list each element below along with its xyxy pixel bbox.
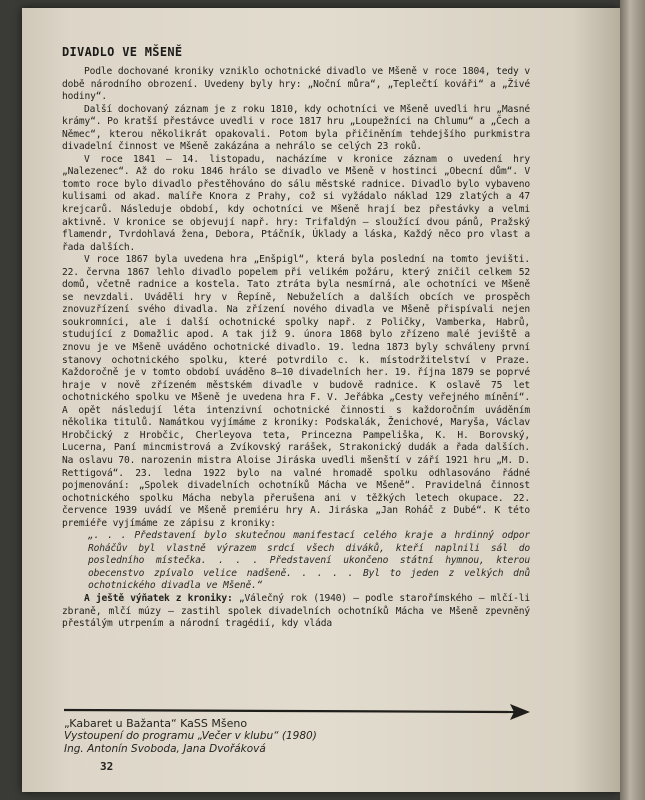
paragraph-4: V roce 1867 byla uvedena hra „Enšpigl“, která byla poslední na tomto jevišti. 22. června 1867 lehlo divadlo popelem při velikém požáru, který zničil celkem 52 domů, včetně radnice a kostela. Tato ztráta byla nesmírná, ale ochotníci ve Mšeně se nevzdali. Uváděli hry v Řepíně, Nebuželích a dalších obcích ve prospěch znovuzřízení svého divadla. Na zřízení nového divadla ve Mšeně přispívali nejen soukromníci, ale i další ochotnické spolky např. z Poličky, Vamberka, Habrů, studující z Domažlic apod. A tak již 9. února 1868 bylo zřízeno malé jeviště a znovu je ve Mšeně uváděno ochotnické divadlo. 19. ledna 1873 byly schváleny první stanovy ochotnického spolku, které potvrdilo c. k. místodržitelství v Praze. Každoročně je v tomto období uváděno 8—10 divadelních her. 19. října 1879 se poprvé hraje v nově zřízeném městském divadle v budově radnice. K oslavě 75 let ochotnického spolku ve Mšeně je uvedena hra F. V. Jeřábka „Cesty veřejného mínění“. A opět následují léta intenzivní ochotnické činnosti s každoročním uváděním několika titulů. Namátkou vyjímáme z kroniky: Podskalák, Ženichové, Maryša, Václav Hrobčický z Hrobčic, Cherleyova teta, Princezna Pampeliška, K. H. Borovský, Lucerna, Paní mincmistrová a Zvíkovský rarášek, Strakonický dudák a řada dalších. Na oslavu 70. narozenin mistra Aloise Jiráska uvedli mšenští v září 1921 hru „M. D. Rettigová“. 23. ledna 1922 bylo na valné hromadě spolku odhlasováno řádné pojmenování: „Spolek divadelních ochotníků Mácha ve Mšeně“. Pravidelná činnost ochotnického spolku Mácha nebyla přerušena ani v těžkých letech okupace. 22. července 1939 uvádí ve Mšeně premiéru hry A. Jiráska „Jan Roháč z Dubé“. K této premiéře vyjímáme ze zápisu z kroniky: — [62, 254, 530, 529]
caption-line-1: „Kabaret u Bažanta“ KaSS Mšeno — [64, 717, 248, 730]
paragraph-3: V roce 1841 — 14. listopadu, nacházíme v kronice záznam o uvedení hry „Nalezenec“. Až do roku 1846 hrálo se divadlo ve Mšeně v hostinci „Obecní dům“. V tomto roce bylo divadlo přestěhováno do sálu městské radnice. Divadlo bylo vybaveno kulisami od akad. malíře Knora z Prahy, což si vyžádalo náklad 129 zlatých a 47 krejcarů. Následuje období, kdy ochotníci ve Mšeně hrají bez přestávky a velmi aktivně. V kronice se objevují např. hry: Trifaldýn — sloužící dvou pánů, Pražský flamendr, Tvrdohlavá žena, Debora, Ptáčník, Úklady a láska, Každý něco pro vlast a řada dalších. — [62, 153, 530, 253]
excerpt-lead: A ještě výňatek z kroniky: — [84, 592, 233, 604]
photo-caption — [64, 717, 317, 756]
page-edge — [620, 0, 645, 800]
excerpt-paragraph — [62, 593, 530, 631]
chronicle-quote-1: „. . . Představení bylo skutečnou manifestací celého kraje a hrdinný odpor Roháčův byl vlastně výrazem srdcí všech diváků, kteří naplnili sál do posledního místečka. . . . Představení ukončeno státní hymnou, kterou obecenstvo zpívalo velice nadšeně. . . . . Byl to jeden z velkých dnů ochotnického divadla ve Mšeně.“ — [88, 530, 530, 592]
page-number: 32 — [100, 760, 114, 773]
article-body — [62, 66, 530, 631]
caption-line-2: Vystoupení do programu „Večer v klubu“ (1980) — [64, 730, 317, 742]
paragraph-1: Podle dochované kroniky vzniklo ochotnické divadlo ve Mšeně v roce 1804, tedy v době národního obrození. Uvedeny byly hry: „Noční můra“, „Teplečtí kováři“ a „Živé hodiny“. — [62, 66, 530, 103]
caption-line-3: Ing. Antonín Svoboda, Jana Dvořáková — [64, 743, 266, 755]
chronicle-quote-2: „Válečný rok (1940) — podle starořímského — mlčí-li zbraně, mlčí múzy — zastihl spolek divadelních ochotníků Mácha ve Mšeně zpevněný přestálým utrpením a národní tragédií, kdy vláda — [62, 592, 530, 630]
paragraph-2: Další dochovaný záznam je z roku 1810, kdy ochotníci ve Mšeně uvedli hru „Masné krámy“. Po kratší přestávce uvedli v roce 1817 hru „Loupežníci na Chlumu“ a „Čech a Němec“, kterou několikrát opakovali. Potom byla přičiněním tehdejšího purkmistra divadelní činnost ve Mšeně zakázána a nehrálo se celých 23 roků. — [62, 103, 530, 153]
page-title: DIVADLO VE MŠENĚ — [62, 45, 183, 59]
